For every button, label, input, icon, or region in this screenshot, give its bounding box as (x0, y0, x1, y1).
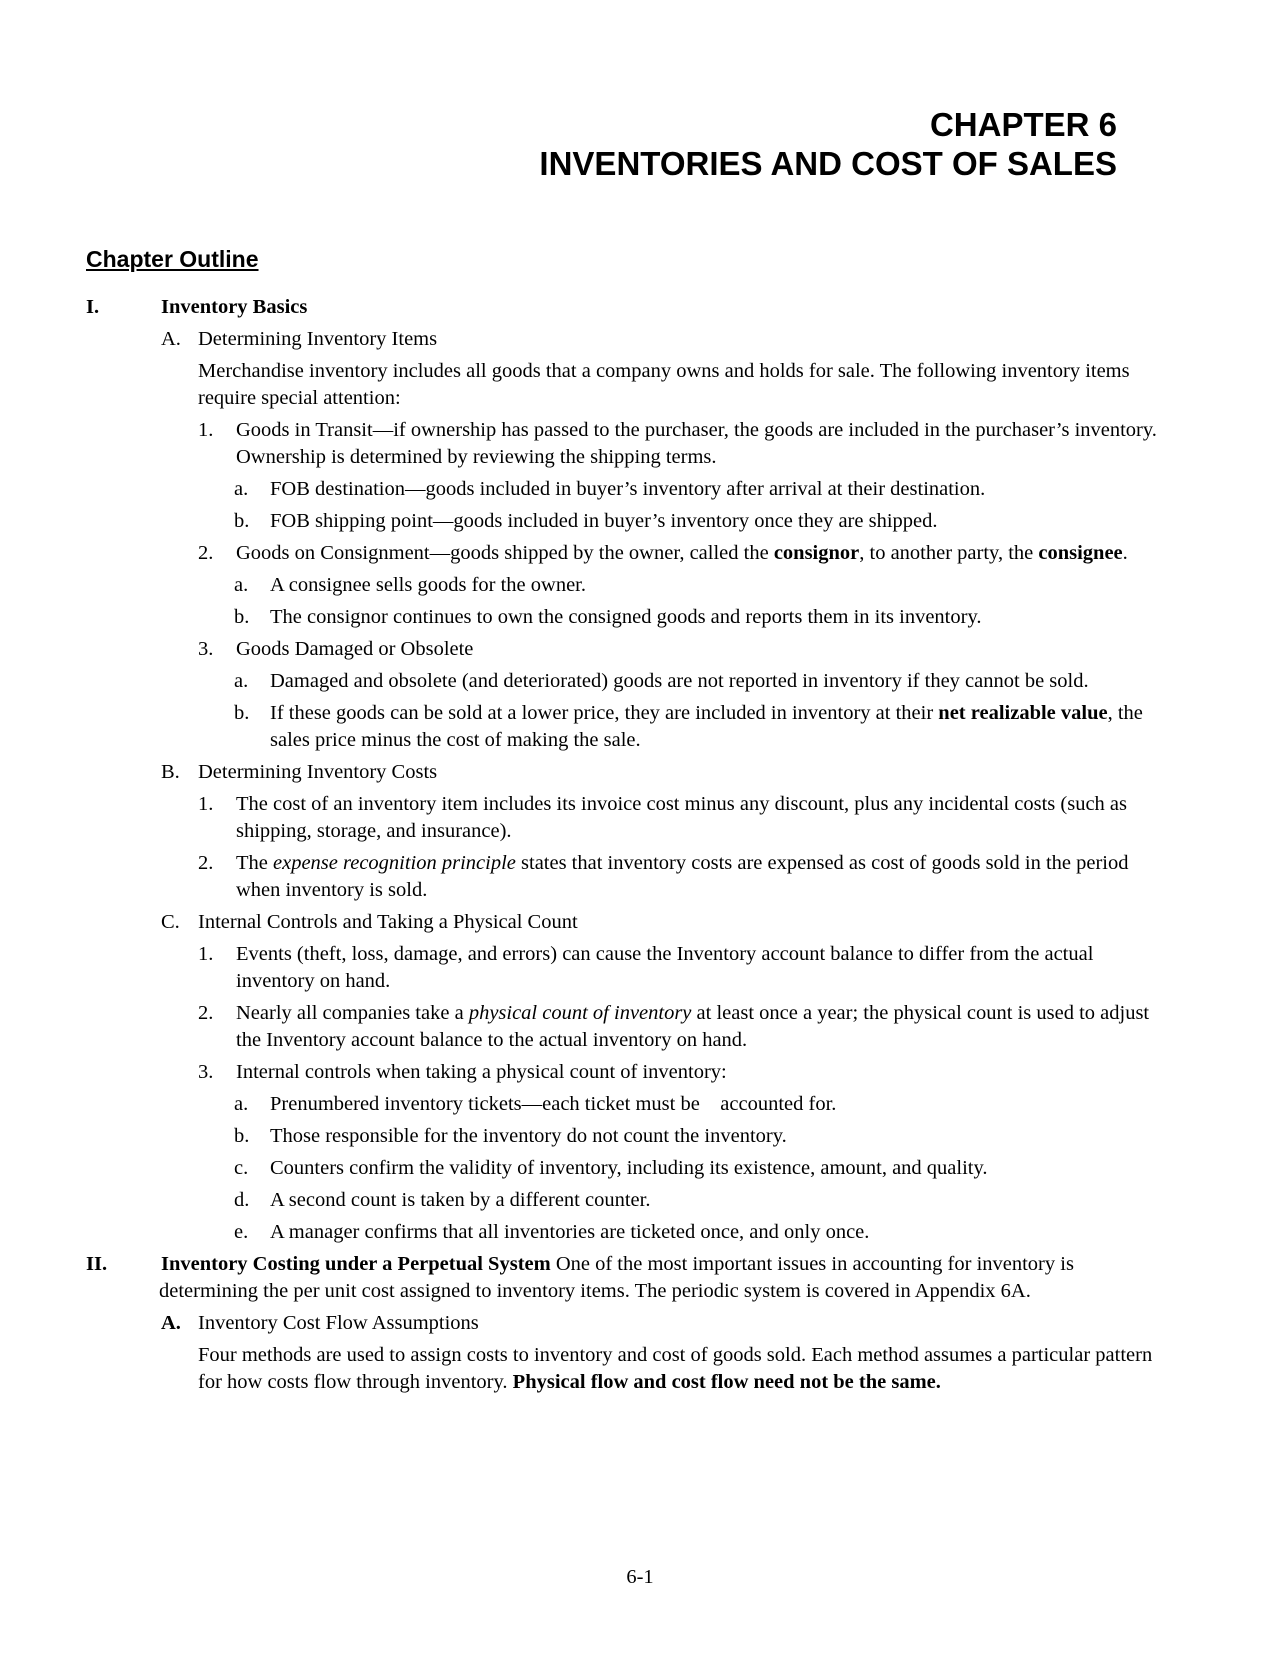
section-1-c-heading: C. Internal Controls and Taking a Physical Count (161, 911, 578, 933)
chapter-heading (539, 105, 1117, 183)
list-item: d. A second count is taken by a different counter. (234, 1189, 651, 1211)
list-item: b. FOB shipping point—goods included in buyer’s inventory once they are shipped. (234, 510, 938, 532)
section-1-title: Inventory Basics (161, 296, 308, 318)
list-item: b. Those responsible for the inventory do not count the inventory. (234, 1125, 787, 1147)
chapter-title: INVENTORIES AND COST OF SALES (539, 145, 1117, 182)
list-item: 3. Goods Damaged or Obsolete (198, 638, 474, 660)
list-item: a. Prenumbered inventory tickets—each ticket must be accounted for. (234, 1093, 837, 1115)
list-item: 2. Nearly all companies take a physical count of inventory at least once a year; the physical count is used to adjust the Inventory account balance to the actual inventory on hand. (198, 1002, 1150, 1051)
section-2-title: Inventory Costing under a Perpetual System (161, 1253, 551, 1275)
list-item: 3. Internal controls when taking a physical count of inventory: (198, 1061, 727, 1083)
list-item: b. If these goods can be sold at a lower price, they are included in inventory at their net realizable value, the sales price minus the cost of making the sale. (234, 702, 1143, 751)
section-2-heading (86, 1251, 1166, 1305)
section-2-a-text: Four methods are used to assign costs to inventory and cost of goods sold. Each method assumes a particular pattern for how costs flow through inventory. Physical flow and cost flow need not be the same. (198, 1344, 1153, 1393)
section-1-b-heading: B. Determining Inventory Costs (161, 761, 438, 783)
list-item: 2. Goods on Consignment—goods shipped by the owner, called the consignor, to another party, the consignee. (198, 542, 1128, 564)
page-number: 6-1 (626, 1566, 654, 1588)
physical-flow-note: Physical flow and cost flow need not be the same. (512, 1371, 941, 1393)
list-item: a. Damaged and obsolete (and deteriorated) goods are not reported in inventory if they cannot be sold. (234, 670, 1089, 692)
section-2-text: One of the most important issues in accounting for inventory is determining the per unit cost assigned to inventory items. The periodic system is covered in Appendix 6A. (159, 1253, 1074, 1302)
section-1-numeral: I. (86, 296, 100, 318)
list-item: e. A manager confirms that all inventories are ticketed once, and only once. (234, 1221, 870, 1243)
section-1-heading (86, 294, 1166, 321)
chapter-number: CHAPTER 6 (929, 106, 1117, 143)
list-item: b. The consignor continues to own the consigned goods and reports them in its inventory. (234, 606, 982, 628)
term-consignor: consignor (773, 542, 860, 564)
list-item: 1. The cost of an inventory item includes its invoice cost minus any discount, plus any incidental costs (such as shipping, storage, and insurance). (198, 793, 1128, 842)
outline-title: Chapter Outline (86, 246, 259, 272)
term-net-realizable-value: net realizable value (938, 702, 1108, 724)
list-item: 2. The expense recognition principle states that inventory costs are expensed as cost of goods sold in the period when inventory is sold. (198, 852, 1129, 901)
section-1-a-intro: Merchandise inventory includes all goods that a company owns and holds for sale. The following inventory items require special attention: (198, 360, 1130, 409)
list-item: 1. Events (theft, loss, damage, and errors) can cause the Inventory account balance to differ from the actual inventory on hand. (198, 943, 1094, 992)
term-expense-recognition-principle: expense recognition principle (273, 852, 516, 874)
section-2-a-heading: A. Inventory Cost Flow Assumptions (161, 1312, 479, 1334)
term-physical-count: physical count of inventory (468, 1002, 692, 1024)
section-1-a-heading: A. Determining Inventory Items (161, 328, 438, 350)
list-item: c. Counters confirm the validity of inventory, including its existence, amount, and quality. (234, 1157, 988, 1179)
outline-body (86, 294, 1166, 1401)
list-item: 1. Goods in Transit—if ownership has passed to the purchaser, the goods are included in the purchaser’s inventory. Ownership is determined by reviewing the shipping terms. (198, 419, 1157, 468)
list-item: a. A consignee sells goods for the owner. (234, 574, 586, 596)
term-consignee: consignee (1038, 542, 1123, 564)
section-2-numeral: II. (86, 1253, 108, 1275)
list-item: a. FOB destination—goods included in buyer’s inventory after arrival at their destination. (234, 478, 986, 500)
